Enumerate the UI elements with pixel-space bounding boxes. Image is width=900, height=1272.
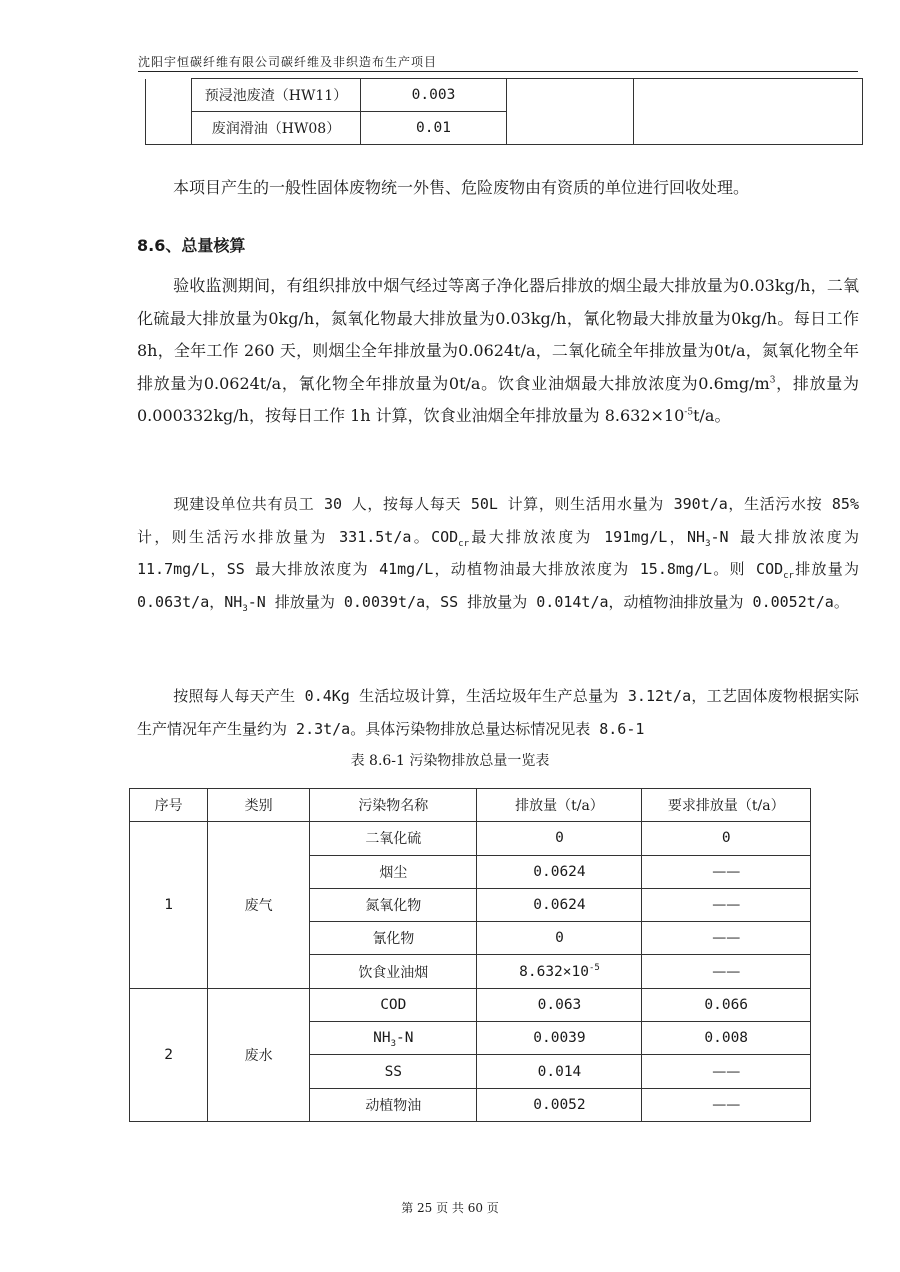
pollutant-name-cell: COD	[310, 988, 477, 1021]
group-number-cell: 2	[130, 988, 208, 1121]
pollutant-name-cell: 氰化物	[310, 922, 477, 955]
required-amount-cell: ——	[642, 922, 811, 955]
pollutant-name-cell	[310, 1022, 477, 1055]
paragraph-gas-emissions	[137, 270, 859, 433]
paragraph-text: -N 最大排放浓度为 11.7mg/L，SS 最大排放浓度为 41mg/L，动植物油最大排放浓度为 15.8mg/L。则 COD	[137, 527, 860, 578]
blank-cell	[507, 79, 634, 145]
column-header: 排放量（t/a）	[477, 789, 642, 822]
paragraph-text: t/a。	[693, 406, 731, 425]
subscript: cr	[458, 538, 470, 549]
subscript: 3	[390, 1039, 397, 1050]
required-amount-cell: 0.066	[642, 988, 811, 1021]
required-amount-cell: ——	[642, 855, 811, 888]
paragraph-solid-waste	[137, 172, 859, 205]
emission-amount-cell: 0.0052	[477, 1088, 642, 1121]
paragraph-text: -N 排放量为 0.0039t/a，SS 排放量为 0.014t/a，动植物油排放量为 0.0052t/a。	[247, 592, 849, 611]
table-row	[130, 822, 811, 855]
paragraph-text: 排放量为 0.063t/a，NH	[137, 560, 859, 611]
table-row	[130, 988, 811, 1021]
section-title: 8.6、总量核算	[137, 236, 246, 255]
required-amount-cell: ——	[642, 1055, 811, 1088]
emission-amount-cell: 0.0624	[477, 888, 642, 921]
paragraph-text: 最大排放浓度为 191mg/L，NH	[469, 527, 706, 546]
emission-amount-cell: 0.0624	[477, 855, 642, 888]
waste-amount-cell: 0.003	[361, 79, 507, 112]
table-header-row	[130, 789, 811, 822]
required-amount-cell: ——	[642, 1088, 811, 1121]
waste-name-cell: 预浸池废渣（HW11）	[192, 79, 361, 112]
subscript: cr	[783, 571, 794, 581]
superscript: -5	[684, 407, 694, 418]
emission-amount-cell	[477, 955, 642, 988]
blank-cell	[634, 79, 863, 145]
emission-amount-cell: 0	[477, 822, 642, 855]
subscript: 3	[705, 538, 711, 549]
pollutant-name-cell: 饮食业油烟	[310, 955, 477, 988]
table-row	[146, 79, 863, 112]
group-number-cell: 1	[130, 822, 208, 988]
pollutant-total-table	[129, 788, 811, 1122]
subscript: 3	[242, 603, 248, 614]
pollutant-name-cell: 二氧化硫	[310, 822, 477, 855]
header-divider	[138, 71, 858, 72]
group-category-cell: 废气	[208, 822, 310, 988]
pollutant-name-cell: 烟尘	[310, 855, 477, 888]
name-base: NH	[373, 1030, 391, 1047]
column-header: 序号	[130, 789, 208, 822]
required-amount-cell: 0	[642, 822, 811, 855]
blank-cell	[146, 79, 192, 112]
pollutant-name-cell: SS	[310, 1055, 477, 1088]
column-header: 类别	[208, 789, 310, 822]
amount-base: 8.632×10	[519, 963, 589, 980]
pollutant-name-cell: 氮氧化物	[310, 888, 477, 921]
blank-cell	[146, 112, 192, 145]
column-header: 要求排放量（t/a）	[642, 789, 811, 822]
required-amount-cell: 0.008	[642, 1022, 811, 1055]
paragraph-wastewater	[137, 488, 859, 618]
group-category-cell: 废水	[208, 988, 310, 1121]
paragraph-text: 现建设单位共有员工 30 人，按每人每天 50L 计算，则生活用水量为 390t/a，生活污水按 85%计，则生活污水排放量为 331.5t/a。COD	[137, 495, 859, 546]
table-caption: 表 8.6-1 污染物排放总量一览表	[350, 753, 550, 769]
paragraph-text: 本项目产生的一般性固体废物统一外售、危险废物由有资质的单位进行回收处理。	[173, 178, 750, 197]
emission-amount-cell: 0.063	[477, 988, 642, 1021]
emission-amount-cell: 0	[477, 922, 642, 955]
waste-name-cell: 废润滑油（HW08）	[192, 112, 361, 145]
superscript: 3	[769, 375, 776, 386]
paragraph-domestic-waste	[137, 680, 859, 745]
required-amount-cell: ——	[642, 955, 811, 988]
pollutant-name-cell: 动植物油	[310, 1088, 477, 1121]
waste-amount-cell: 0.01	[361, 112, 507, 145]
document-header-title: 沈阳宇恒碳纤维有限公司碳纤维及非织造布生产项目	[138, 55, 438, 69]
column-header: 污染物名称	[310, 789, 477, 822]
paragraph-text: ，排放量为0.000332kg/h，按每日工作 1h 计算，饮食业油烟全年排放量为 8.632×10	[137, 373, 859, 425]
name-rest: -N	[396, 1030, 414, 1047]
paragraph-text: 验收监测期间，有组织排放中烟气经过等离子净化器后排放的烟尘最大排放量为0.03kg/h，二氧化硫最大排放量为0kg/h，氮氧化物最大排放量为0.03kg/h，氰化物最大排放量为0kg/h。每日工作 8h，全年工作 260 天，则烟尘全年排放量为0.0624t/a，二氧化硫全年排放量为0t/a，氮氧化物全年排放量为0.0624t/a，氰化物全年排放量为0t/a。饮食业油烟最大排放浓度为0.6mg/m	[137, 276, 859, 393]
emission-amount-cell: 0.014	[477, 1055, 642, 1088]
continued-waste-table	[145, 78, 863, 145]
page-footer: 第 25 页 共 60 页	[401, 1201, 499, 1215]
superscript: -5	[588, 962, 600, 973]
required-amount-cell: ——	[642, 888, 811, 921]
paragraph-text: 按照每人每天产生 0.4Kg 生活垃圾计算，生活垃圾年生产总量为 3.12t/a，工艺固体废物根据实际生产情况年产生量约为 2.3t/a。具体污染物排放总量达标情况见表 8.6-1	[137, 687, 859, 738]
emission-amount-cell: 0.0039	[477, 1022, 642, 1055]
